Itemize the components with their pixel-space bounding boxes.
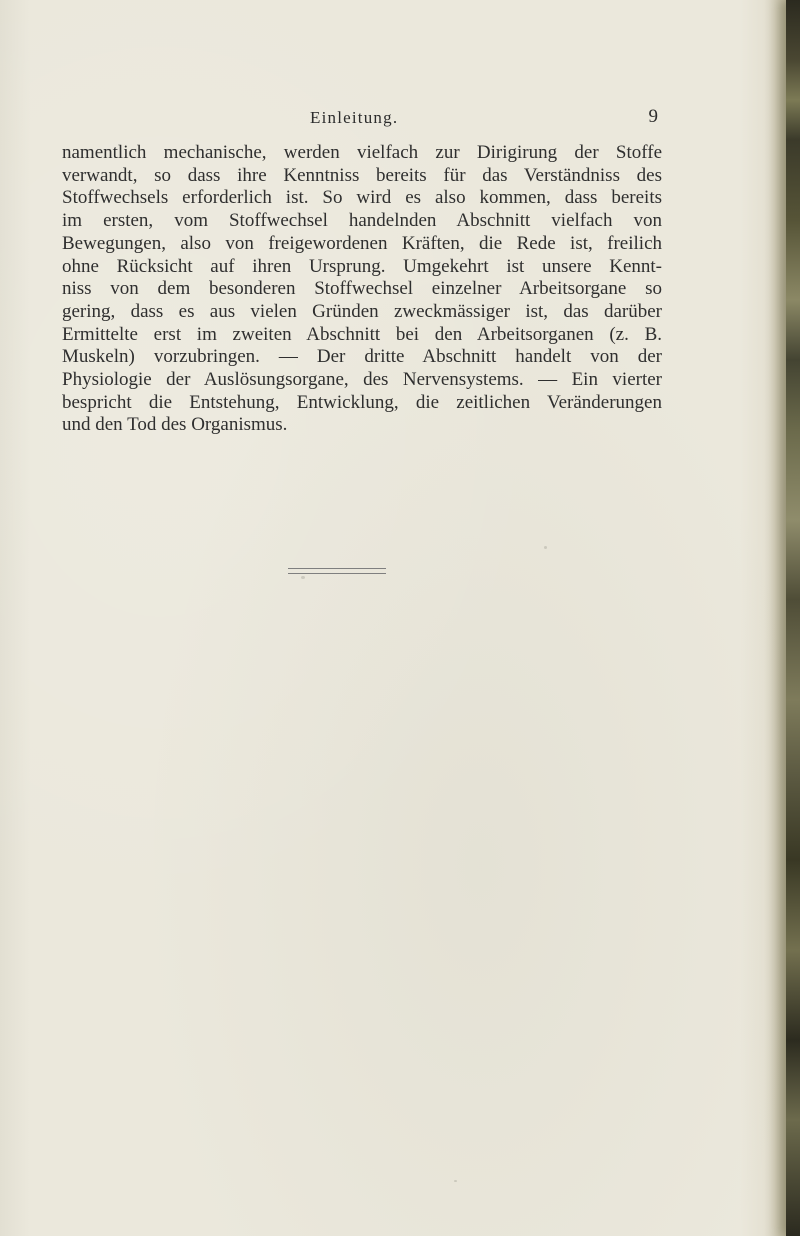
- text-line: und den Tod des Organismus.: [62, 414, 288, 436]
- text-line: Ermittelte erst im zweiten Abschnitt bei den Arbeitsorganen (z. B.: [62, 323, 662, 345]
- text-line: bespricht die Entstehung, Entwicklung, die zeitlichen Veränderungen: [62, 391, 662, 413]
- text-line: namentlich mechanische, werden vielfach zur Dirigirung der Stoffe: [62, 142, 662, 163]
- section-end-rule: [288, 568, 386, 574]
- text-line: Physiologie der Auslösungsorgane, des Nervensystems. — Ein vierter: [62, 369, 662, 391]
- paper-speck: [301, 576, 305, 579]
- page-fold-shadow: [764, 0, 786, 1236]
- paper-speck: [454, 1180, 457, 1182]
- running-title: Einleitung.: [310, 108, 399, 127]
- running-header: [60, 104, 660, 144]
- text-line: Stoffwechsels erforderlich ist. So wird es also kommen, dass bereits: [62, 187, 662, 209]
- text-line: ohne Rücksicht auf ihren Ursprung. Umgekehrt ist unsere Kennt-: [62, 255, 662, 277]
- text-line: gering, dass es aus vielen Gründen zweckmässiger ist, das darüber: [62, 300, 662, 322]
- text-line: Muskeln) vorzubringen. — Der dritte Abschnitt handelt von der: [62, 346, 662, 368]
- body-paragraph: [62, 142, 662, 437]
- text-line: Bewegungen, also von freigewordenen Kräften, die Rede ist, freilich: [62, 232, 662, 254]
- text-line: niss von dem besonderen Stoffwechsel einzelner Arbeitsorgane so: [62, 278, 662, 300]
- text-line: verwandt, so dass ihre Kenntniss bereits für das Verständniss des: [62, 164, 662, 186]
- text-line: im ersten, vom Stoffwechsel handelnden Abschnitt vielfach von: [62, 210, 662, 232]
- paper-speck: [544, 546, 547, 549]
- book-binding-edge: [786, 0, 800, 1236]
- page-number: 9: [648, 106, 658, 127]
